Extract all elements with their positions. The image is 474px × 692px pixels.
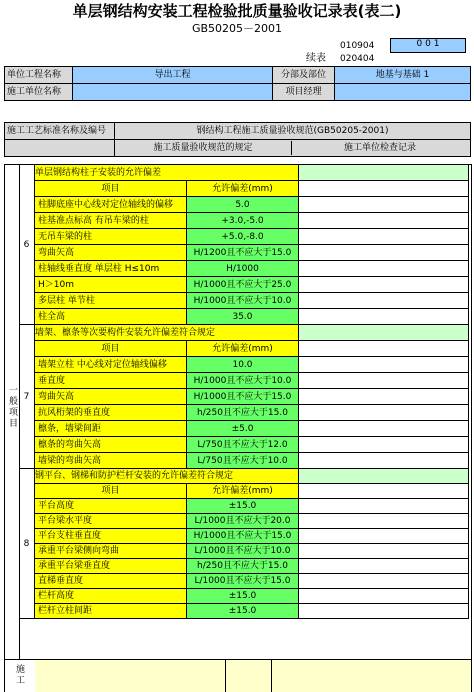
item-name: 承重平台梁垂直度 bbox=[35, 559, 187, 574]
tolerance-value: H/1000且不应大于10.0 bbox=[187, 293, 299, 309]
item-name: 无吊车梁的柱 bbox=[35, 229, 187, 245]
item-name: 柱脚底座中心线对定位轴线的偏移 bbox=[35, 197, 187, 213]
tolerance-value: H/1200且不应大于15.0 bbox=[187, 245, 299, 261]
tolerance-value: L/1000且不应大于20.0 bbox=[187, 514, 299, 529]
record-header: 施工单位检查记录 bbox=[291, 141, 468, 155]
record-cell[interactable] bbox=[299, 499, 469, 514]
construction-column bbox=[5, 659, 35, 692]
item-name: 多层柱 单节柱 bbox=[35, 293, 187, 309]
record-cell[interactable] bbox=[299, 245, 469, 261]
manager-value[interactable] bbox=[335, 84, 471, 101]
info-table bbox=[4, 66, 471, 101]
tolerance-value: L/1000且不应大于15.0 bbox=[187, 574, 299, 589]
form-code-2: 020404 bbox=[340, 54, 375, 64]
record-cell[interactable] bbox=[299, 421, 469, 437]
tolerance-value: h/250且不应大于15.0 bbox=[187, 559, 299, 574]
tolerance-value: +3.0,-5.0 bbox=[187, 213, 299, 229]
item-name: 平台梁水平度 bbox=[35, 514, 187, 529]
tolerance-value: L/750且不应大于12.0 bbox=[187, 437, 299, 453]
group-heading: 钢平台、钢梯和防护栏杆安装的允许偏差符合规定 bbox=[35, 469, 299, 484]
spec-header: 施工质量验收规范的规定 bbox=[153, 143, 253, 153]
record-cell[interactable] bbox=[299, 484, 469, 499]
tolerance-value: 5.0 bbox=[187, 197, 299, 213]
record-cell[interactable] bbox=[299, 261, 469, 277]
item-name: 栏杆立柱间距 bbox=[35, 604, 187, 619]
record-cell[interactable] bbox=[299, 277, 469, 293]
record-cell[interactable] bbox=[299, 437, 469, 453]
group-number: 7 bbox=[19, 325, 35, 469]
record-cell[interactable] bbox=[299, 529, 469, 544]
manager-label: 项目经理 bbox=[273, 84, 335, 101]
record-cell[interactable] bbox=[299, 373, 469, 389]
construction-unit-value[interactable] bbox=[73, 84, 273, 101]
page-title: 单层钢结构安装工程检验批质量验收记录表(表二) bbox=[72, 2, 402, 20]
tolerance-value: L/1000且不应大于10.0 bbox=[187, 544, 299, 559]
record-cell[interactable] bbox=[299, 357, 469, 373]
record-cell[interactable] bbox=[299, 514, 469, 529]
item-name: 檩条，墙梁间距 bbox=[35, 421, 187, 437]
record-cell[interactable] bbox=[299, 405, 469, 421]
item-name: 墙架立柱 中心线对定位轴线偏移 bbox=[35, 357, 187, 373]
group-record[interactable] bbox=[299, 469, 469, 484]
record-cell[interactable] bbox=[299, 574, 469, 589]
item-name: 墙梁的弯曲矢高 bbox=[35, 453, 187, 469]
item-name: 栏杆高度 bbox=[35, 589, 187, 604]
general-items-label: 一般项目 bbox=[7, 385, 17, 429]
group-heading: 单层钢结构柱子安装的允许偏差 bbox=[35, 165, 299, 181]
form-code-suffix: 0 0 1 bbox=[390, 38, 466, 53]
record-cell[interactable] bbox=[299, 181, 469, 197]
form-code-1: 010904 bbox=[340, 41, 375, 51]
item-name: 抗风桁架的垂直度 bbox=[35, 405, 187, 421]
group-number: 8 bbox=[19, 469, 35, 619]
construction-label: 施工 bbox=[14, 664, 24, 686]
column-tolerance-header: 允许偏差(mm) bbox=[187, 341, 299, 357]
continued-label: 续表 bbox=[306, 53, 326, 64]
column-item-header: 项目 bbox=[35, 181, 187, 197]
column-item-header: 项目 bbox=[35, 341, 187, 357]
tolerance-value: H/1000且不应大于25.0 bbox=[187, 277, 299, 293]
item-name: 平台支柱垂直度 bbox=[35, 529, 187, 544]
tolerance-value: h/250且不应大于15.0 bbox=[187, 405, 299, 421]
column-tolerance-header: 允许偏差(mm) bbox=[187, 484, 299, 499]
standard-label: 施工工艺标准名称及编号 bbox=[5, 123, 115, 140]
tolerance-value: ±15.0 bbox=[187, 604, 299, 619]
tolerance-value: H/1000且不应大于15.0 bbox=[187, 529, 299, 544]
item-name: 承重平台梁侧向弯曲 bbox=[35, 544, 187, 559]
record-cell[interactable] bbox=[299, 589, 469, 604]
subdivision-label: 分部及部位 bbox=[273, 67, 335, 84]
unit-project-label: 单位工程名称 bbox=[5, 67, 73, 84]
group-record[interactable] bbox=[299, 325, 469, 341]
record-cell[interactable] bbox=[299, 309, 469, 325]
column-item-header: 项目 bbox=[35, 484, 187, 499]
record-cell[interactable] bbox=[299, 544, 469, 559]
group-record[interactable] bbox=[299, 165, 469, 181]
signature-row bbox=[35, 659, 471, 692]
tolerance-value: 35.0 bbox=[187, 309, 299, 325]
item-name: 檩条的弯曲矢高 bbox=[35, 437, 187, 453]
record-cell[interactable] bbox=[299, 559, 469, 574]
record-cell[interactable] bbox=[299, 213, 469, 229]
record-cell[interactable] bbox=[299, 389, 469, 405]
item-name: 弯曲矢高 bbox=[35, 245, 187, 261]
item-name: 柱全高 bbox=[35, 309, 187, 325]
record-cell[interactable] bbox=[299, 604, 469, 619]
tolerance-value: ±15.0 bbox=[187, 499, 299, 514]
tolerance-value: H/1000且不应大于15.0 bbox=[187, 389, 299, 405]
column-tolerance-header: 允许偏差(mm) bbox=[187, 181, 299, 197]
record-cell[interactable] bbox=[299, 197, 469, 213]
standard-table bbox=[4, 122, 471, 157]
item-name: 柱基准点标高 有吊车梁的柱 bbox=[35, 213, 187, 229]
subdivision-value[interactable]: 地基与基础 1 bbox=[335, 67, 471, 84]
item-name: 垂直度 bbox=[35, 373, 187, 389]
tolerance-value: 10.0 bbox=[187, 357, 299, 373]
tolerance-value: ±15.0 bbox=[187, 589, 299, 604]
record-cell[interactable] bbox=[299, 293, 469, 309]
group-heading: 墙架、檩条等次要构件安装允许偏差符合规定 bbox=[35, 325, 299, 341]
tolerance-value: ±5.0 bbox=[187, 421, 299, 437]
inspection-grid bbox=[4, 164, 472, 692]
item-name: 弯曲矢高 bbox=[35, 389, 187, 405]
item-name: 直梯垂直度 bbox=[35, 574, 187, 589]
record-cell[interactable] bbox=[299, 229, 469, 245]
group-number: 6 bbox=[19, 165, 35, 325]
construction-unit-label: 施工单位名称 bbox=[5, 84, 73, 101]
tolerance-value: +5.0,-8.0 bbox=[187, 229, 299, 245]
unit-project-value[interactable]: 导出工程 bbox=[73, 67, 273, 84]
record-cell[interactable] bbox=[299, 341, 469, 357]
tolerance-value: L/750且不应大于10.0 bbox=[187, 453, 299, 469]
tolerance-value: H/1000 bbox=[187, 261, 299, 277]
standard-code: GB50205－2001 bbox=[191, 22, 283, 35]
standard-value: 钢结构工程施工质量验收规范(GB50205-2001) bbox=[115, 123, 471, 140]
item-name: 柱轴线垂直度 单层柱 H≤10m bbox=[35, 261, 187, 277]
item-name: 平台高度 bbox=[35, 499, 187, 514]
record-cell[interactable] bbox=[299, 453, 469, 469]
item-name: H＞10m bbox=[35, 277, 187, 293]
general-items-column bbox=[5, 165, 20, 659]
tolerance-value: H/1000且不应大于10.0 bbox=[187, 373, 299, 389]
